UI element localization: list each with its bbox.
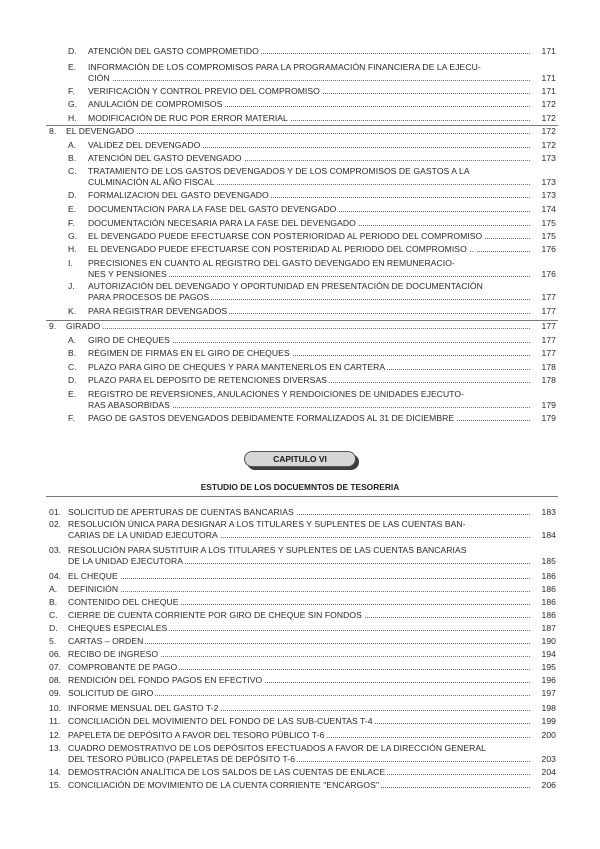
toc-entry-number: G. xyxy=(68,99,78,109)
toc-entry xyxy=(0,519,600,541)
toc-entry-title xyxy=(88,375,530,386)
toc-entry-title-line: INFORME MENSUAL DEL GASTO T-2 xyxy=(68,703,219,713)
toc-entry xyxy=(0,545,600,567)
toc-entry-title-line: CIÓN xyxy=(88,73,110,83)
toc-entry xyxy=(0,507,600,518)
toc-entry-number: F. xyxy=(68,413,75,423)
toc-entry-page: 196 xyxy=(541,675,556,685)
toc-entry-title xyxy=(68,623,530,634)
toc-entry-page: 186 xyxy=(541,610,556,620)
toc-entry-number: 15. xyxy=(49,780,62,790)
toc-entry-number: 5. xyxy=(49,636,57,646)
toc-entry-number: E. xyxy=(68,62,77,72)
toc-entry-page: 175 xyxy=(541,218,556,228)
toc-entry-title-line: EL DEVENGADO xyxy=(66,126,135,136)
toc-entry-title-line: DEFINICIÓN xyxy=(68,584,119,594)
toc-entry-title-line: EL CHEQUE xyxy=(68,571,118,581)
toc-entry-title-line: PARA REGISTRAR DEVENGADOS xyxy=(88,306,228,316)
toc-entry-page: 197 xyxy=(541,688,556,698)
toc-entry-title xyxy=(88,281,530,303)
toc-entry-page: 172 xyxy=(541,113,556,123)
toc-entry-number: 10. xyxy=(49,703,62,713)
toc-entry-title-line: CARTAS – ORDEN xyxy=(68,636,144,646)
toc-entry-title-line: NES Y PENSIONES xyxy=(88,269,167,279)
toc-entry-number: 13. xyxy=(49,743,62,753)
toc-entry xyxy=(0,413,600,424)
toc-entry-number: I. xyxy=(68,258,73,268)
toc-entry-title xyxy=(68,649,530,660)
toc-entry-number: E. xyxy=(68,389,77,399)
toc-entry-number: A. xyxy=(49,584,58,594)
toc-entry-title xyxy=(88,153,530,164)
toc-entry-number: 09. xyxy=(49,688,62,698)
toc-entry-title xyxy=(68,716,530,727)
toc-entry-page: 190 xyxy=(541,636,556,646)
toc-entry-page: 184 xyxy=(541,530,556,540)
toc-entry-title xyxy=(88,413,530,424)
toc-entry-number: H. xyxy=(68,113,77,123)
toc-entry-title-line: CARIAS DE LA UNIDAD EJECUTORA xyxy=(68,530,218,540)
toc-entry-page: 185 xyxy=(541,556,556,566)
toc-entry xyxy=(0,703,600,714)
toc-entry xyxy=(0,218,600,229)
toc-entry-page: 177 xyxy=(541,335,556,345)
toc-entry-title-line: VALIDEZ DEL DEVENGADO xyxy=(88,140,201,150)
toc-entry xyxy=(0,99,600,110)
toc-entry-title xyxy=(68,743,530,765)
toc-entry-title-line: RESOLUCIÓN PARA SUSTITUIR A LOS TITULARES Y SUPLENTES DE LAS CUENTAS BANCARIAS xyxy=(68,545,467,555)
toc-entry-title xyxy=(88,166,530,188)
toc-entry-title-line: SOLICITUD DE GIRO xyxy=(68,688,154,698)
toc-entry-page: 171 xyxy=(541,46,556,56)
toc-entry xyxy=(0,140,600,151)
toc-entry-title xyxy=(88,244,530,255)
toc-entry-page: 203 xyxy=(541,754,556,764)
toc-entry xyxy=(0,730,600,741)
toc-entry-number: C. xyxy=(68,362,77,372)
toc-entry xyxy=(0,780,600,791)
toc-entry-page: 177 xyxy=(541,306,556,316)
toc-entry xyxy=(0,743,600,765)
toc-entry-title-line: REGISTRO DE REVERSIONES, ANULACIONES Y RENDOICIONES DE UNIDADES EJECUTO- xyxy=(88,389,465,399)
toc-entry-title-line: PLAZO PARA GIRO DE CHEQUES Y PARA MANTENERLOS EN CARTERA xyxy=(88,362,386,372)
toc-entry xyxy=(0,46,600,57)
toc-entry-page: 198 xyxy=(541,703,556,713)
toc-entry-title-line: GIRADO xyxy=(66,321,101,331)
toc-entry-title-line: RÉGIMEN DE FIRMAS EN EL GIRO DE CHEQUES xyxy=(88,348,290,358)
toc-entry-title-line: RESOLUCIÓN ÚNICA PARA DESIGNAR A LOS TITULARES Y SUPLENTES DE LAS CUENTAS BAN- xyxy=(68,519,466,529)
toc-entry-title-line: RECIBO DE INGRESO xyxy=(68,649,159,659)
toc-entry-page: 179 xyxy=(541,400,556,410)
toc-entry-title xyxy=(66,321,530,332)
toc-entry-page: 173 xyxy=(541,177,556,187)
toc-entry xyxy=(0,716,600,727)
toc-entry-title xyxy=(88,86,530,97)
toc-entry xyxy=(0,571,600,582)
toc-entry-page: 186 xyxy=(541,584,556,594)
toc-entry-title-line: PRECISIONES EN CUANTO AL REGISTRO DEL GASTO DEVENGADO EN REMUNERACIO- xyxy=(88,258,455,268)
toc-entry-title xyxy=(88,231,530,242)
toc-entry-page: 176 xyxy=(541,244,556,254)
toc-entry xyxy=(0,362,600,373)
toc-entry xyxy=(0,244,600,255)
toc-entry xyxy=(0,86,600,97)
toc-entry-page: 177 xyxy=(541,292,556,302)
toc-entry-title-line: DE LA UNIDAD EJECUTORA xyxy=(68,556,184,566)
toc-entry-title-line: RAS ABASORBIDAS xyxy=(88,400,170,410)
toc-entry xyxy=(0,190,600,201)
toc-entry xyxy=(0,281,600,303)
toc-entry-title-line: CIERRE DE CUENTA CORRIENTE POR GIRO DE CHEQUE SIN FONDOS xyxy=(68,610,362,620)
toc-entry-title-line: ANULACIÓN DE COMPROMISOS xyxy=(88,99,223,109)
toc-entry-page: 178 xyxy=(541,375,556,385)
toc-entry-page: 176 xyxy=(541,269,556,279)
toc-entry-number: F. xyxy=(68,86,75,96)
toc-entry-number: A. xyxy=(68,140,77,150)
toc-entry-title-line: PAGO DE GASTOS DEVENGADOS DEBIDAMENTE FORMALIZADOS AL 31 DE DICIEMBRE xyxy=(88,413,455,423)
toc-entry-title xyxy=(88,99,530,110)
toc-entry-title xyxy=(88,113,530,124)
toc-entry-title xyxy=(68,703,530,714)
toc-entry-page: 179 xyxy=(541,413,556,423)
toc-entry-page: 175 xyxy=(541,231,556,241)
toc-entry-number: D. xyxy=(68,190,77,200)
toc-entry-page: 204 xyxy=(541,767,556,777)
toc-entry-title-line: COMPROBANTE DE PAGO xyxy=(68,662,178,672)
toc-entry-page: 177 xyxy=(541,321,556,331)
toc-entry xyxy=(0,675,600,686)
toc-entry-number: 9. xyxy=(49,321,57,331)
toc-entry xyxy=(0,204,600,215)
toc-entry-title-line: GIRO DE CHEQUES xyxy=(88,335,170,345)
toc-entry-page: 200 xyxy=(541,730,556,740)
toc-entry xyxy=(0,335,600,346)
toc-entry-number: B. xyxy=(68,348,77,358)
toc-entry-title-line: FORMALIZACION DEL GASTO DEVENGADO xyxy=(88,190,269,200)
toc-entry-title xyxy=(68,545,530,567)
toc-entry xyxy=(0,688,600,699)
toc-entry-title-line: CHEQUES ESPECIALES xyxy=(68,623,168,633)
toc-entry-title xyxy=(88,190,530,201)
toc-entry-page: 194 xyxy=(541,649,556,659)
toc-entry-number: D. xyxy=(68,46,77,56)
toc-entry-title-line: INFORMACIÓN DE LOS COMPROMISOS PARA LA PROGRAMACIÓN FINANCIERA DE LA EJECU- xyxy=(88,62,481,72)
toc-entry-page: 199 xyxy=(541,716,556,726)
toc-entry-page: 177 xyxy=(541,348,556,358)
toc-entry-title xyxy=(88,140,530,151)
toc-entry-title xyxy=(88,335,530,346)
toc-entry-title-line: CONCILIACIÓN DEL MOVIMIENTO DEL FONDO DE LAS SUB-CUENTAS T-4 xyxy=(68,716,373,726)
toc-entry-title-line: DEL TESORO PÚBLICO (PAPELETAS DE DEPÓSITO T-6 xyxy=(68,754,296,764)
toc-entry xyxy=(0,597,600,608)
toc-entry-number: 12. xyxy=(49,730,62,740)
toc-entry xyxy=(0,767,600,778)
toc-entry-page: 172 xyxy=(541,140,556,150)
toc-entry-page: 206 xyxy=(541,780,556,790)
toc-entry-number: 07. xyxy=(49,662,62,672)
toc-entry-title xyxy=(68,780,530,791)
toc-entry-title xyxy=(66,126,530,137)
toc-entry-title xyxy=(68,507,530,518)
toc-entry-title-line: RENDICIÓN DEL FONDO PAGOS EN EFECTIVO xyxy=(68,675,263,685)
toc-entry-title-line: CONTENIDO DEL CHEQUE xyxy=(68,597,179,607)
toc-entry-number: 01. xyxy=(49,507,62,517)
toc-divider xyxy=(46,320,558,321)
toc-entry xyxy=(0,348,600,359)
toc-entry-title-line: CULMINACIÓN AL AÑO FISCAL xyxy=(88,177,215,187)
toc-entry-number: C. xyxy=(49,610,58,620)
toc-entry-title-line: EL DEVENGADO PUEDE EFECTUARSE CON POSTERIORIDAD AL PERIODO DEL COMPROMISO xyxy=(88,231,483,241)
toc-entry xyxy=(0,389,600,411)
toc-entry-title-line: CUADRO DEMOSTRATIVO DE LOS DEPÓSITOS EFECTUADOS A FAVOR DE LA DIRECCIÓN GENERAL xyxy=(68,743,486,753)
toc-entry-title xyxy=(88,258,530,280)
chapter-label: CAPITULO VI xyxy=(244,451,356,467)
toc-entry-title-line: ATENCIÓN DEL GASTO COMPROMETIDO xyxy=(88,46,259,56)
toc-entry-title-line: MODIFICACIÓN DE RUC POR ERROR MATERIAL xyxy=(88,113,288,123)
toc-entry-page: 186 xyxy=(541,571,556,581)
toc-entry-title xyxy=(68,571,530,582)
toc-entry-title-line: SOLICITUD DE APERTURAS DE CUENTAS BANCARIAS xyxy=(68,507,294,517)
toc-entry xyxy=(0,662,600,673)
toc-entry-title-line: PLAZO PARA EL DEPOSITO DE RETENCIONES DIVERSAS xyxy=(88,375,328,385)
toc-entry-number: J. xyxy=(68,281,75,291)
toc-entry-number: H. xyxy=(68,244,77,254)
toc-entry-number: 11. xyxy=(49,716,61,726)
toc-entry-title-line: EL DEVENGADO PUEDE EFECTUARSE CON POSTERIDAD AL PERIODO DEL COMPROMISO .. xyxy=(88,244,475,254)
toc-entry-number: 02. xyxy=(49,519,62,529)
toc-entry-number: B. xyxy=(68,153,77,163)
toc-entry-page: 174 xyxy=(541,204,556,214)
toc-entry-title xyxy=(88,348,530,359)
toc-entry-page: 171 xyxy=(541,73,556,83)
toc-entry-title-line: DEMOSTRACIÓN ANALÍTICA DE LOS SALDOS DE LAS CUENTAS DE ENLACE xyxy=(68,767,386,777)
toc-entry xyxy=(0,649,600,660)
toc-entry-number: E. xyxy=(68,204,77,214)
toc-entry-title xyxy=(68,519,530,541)
toc-entry-title xyxy=(68,610,530,621)
toc-entry-title-line: CONCILIACIÓN DE MOVIMIENTO DE LA CUENTA CORRIENTE "ENCARGOS" xyxy=(68,780,380,790)
toc-entry-title xyxy=(88,46,530,57)
toc-entry-number: 06. xyxy=(49,649,62,659)
toc-entry-title-line: PARA PROCESOS DE PAGOS xyxy=(88,292,210,302)
toc-entry-page: 187 xyxy=(541,623,556,633)
toc-entry-page: 172 xyxy=(541,126,556,136)
toc-entry-title xyxy=(68,730,530,741)
toc-entry xyxy=(0,321,600,332)
toc-entry-number: 8. xyxy=(49,126,57,136)
toc-entry-page: 195 xyxy=(541,662,556,672)
toc-entry xyxy=(0,636,600,647)
toc-entry xyxy=(0,306,600,317)
toc-entry-title xyxy=(68,675,530,686)
toc-entry-page: 172 xyxy=(541,99,556,109)
toc-divider xyxy=(46,496,558,497)
toc-entry-title xyxy=(68,584,530,595)
toc-entry-title xyxy=(68,688,530,699)
toc-entry-title xyxy=(68,662,530,673)
toc-entry-title xyxy=(68,636,530,647)
toc-entry-number: 04. xyxy=(49,571,62,581)
toc-entry-title xyxy=(68,767,530,778)
toc-entry-title-line: ATENCIÓN DEL GASTO DEVENGADO xyxy=(88,153,242,163)
toc-entry xyxy=(0,610,600,621)
toc-entry xyxy=(0,126,600,137)
toc-entry-title-line: AUTORIZACIÓN DEL DEVENGADO Y OPORTUNIDAD EN PRESENTACIÓN DE DOCUMENTACIÓN xyxy=(88,281,483,291)
toc-entry-number: A. xyxy=(68,335,77,345)
toc-entry xyxy=(0,113,600,124)
toc-entry-title xyxy=(88,204,530,215)
toc-entry xyxy=(0,62,600,84)
toc-entry-number: 08. xyxy=(49,675,62,685)
toc-entry-number: F. xyxy=(68,218,75,228)
toc-entry-title xyxy=(88,218,530,229)
toc-entry xyxy=(0,166,600,188)
toc-entry xyxy=(0,375,600,386)
toc-entry-title-line: DOCUMENTACIÓN NECESARIA PARA LA FASE DEL DEVENGADO xyxy=(88,218,356,228)
toc-entry-title xyxy=(68,597,530,608)
toc-entry-number: D. xyxy=(68,375,77,385)
toc-entry-number: D. xyxy=(49,623,58,633)
toc-entry-title xyxy=(88,362,530,373)
toc-entry-number: C. xyxy=(68,166,77,176)
toc-entry-page: 173 xyxy=(541,153,556,163)
toc-entry xyxy=(0,231,600,242)
toc-entry-title xyxy=(88,306,530,317)
toc-entry-page: 178 xyxy=(541,362,556,372)
toc-entry-title-line: DOCUMENTACION PARA LA FASE DEL GASTO DEVENGADO xyxy=(88,204,337,214)
toc-entry-title xyxy=(88,62,530,84)
toc-entry xyxy=(0,153,600,164)
toc-entry-page: 186 xyxy=(541,597,556,607)
toc-entry xyxy=(0,258,600,280)
toc-entry-page: 183 xyxy=(541,507,556,517)
toc-entry xyxy=(0,584,600,595)
chapter-badge xyxy=(244,451,360,469)
section-title: ESTUDIO DE LOS DOCUEMNTOS DE TESORERIA xyxy=(200,482,400,492)
toc-entry-title-line: PAPELETA DE DEPÓSITO A FAVOR DEL TESORO PÚBLICO T-6 xyxy=(68,730,325,740)
toc-entry-title-line: TRATAMIENTO DE LOS GASTOS DEVENGADOS Y DE LOS COMPROMISOS DE GASTOS A LA xyxy=(88,166,470,176)
toc-entry-page: 173 xyxy=(541,190,556,200)
toc-entry-number: B. xyxy=(49,597,58,607)
toc-entry-number: 03. xyxy=(49,545,62,555)
toc-entry-number: K. xyxy=(68,306,77,316)
toc-entry-page: 171 xyxy=(541,86,556,96)
toc-entry xyxy=(0,623,600,634)
toc-entry-title xyxy=(88,389,530,411)
toc-entry-number: 14. xyxy=(49,767,62,777)
toc-entry-number: G. xyxy=(68,231,78,241)
toc-entry-title-line: VERIFICACIÓN Y CONTROL PREVIO DEL COMPROMISO xyxy=(88,86,320,96)
